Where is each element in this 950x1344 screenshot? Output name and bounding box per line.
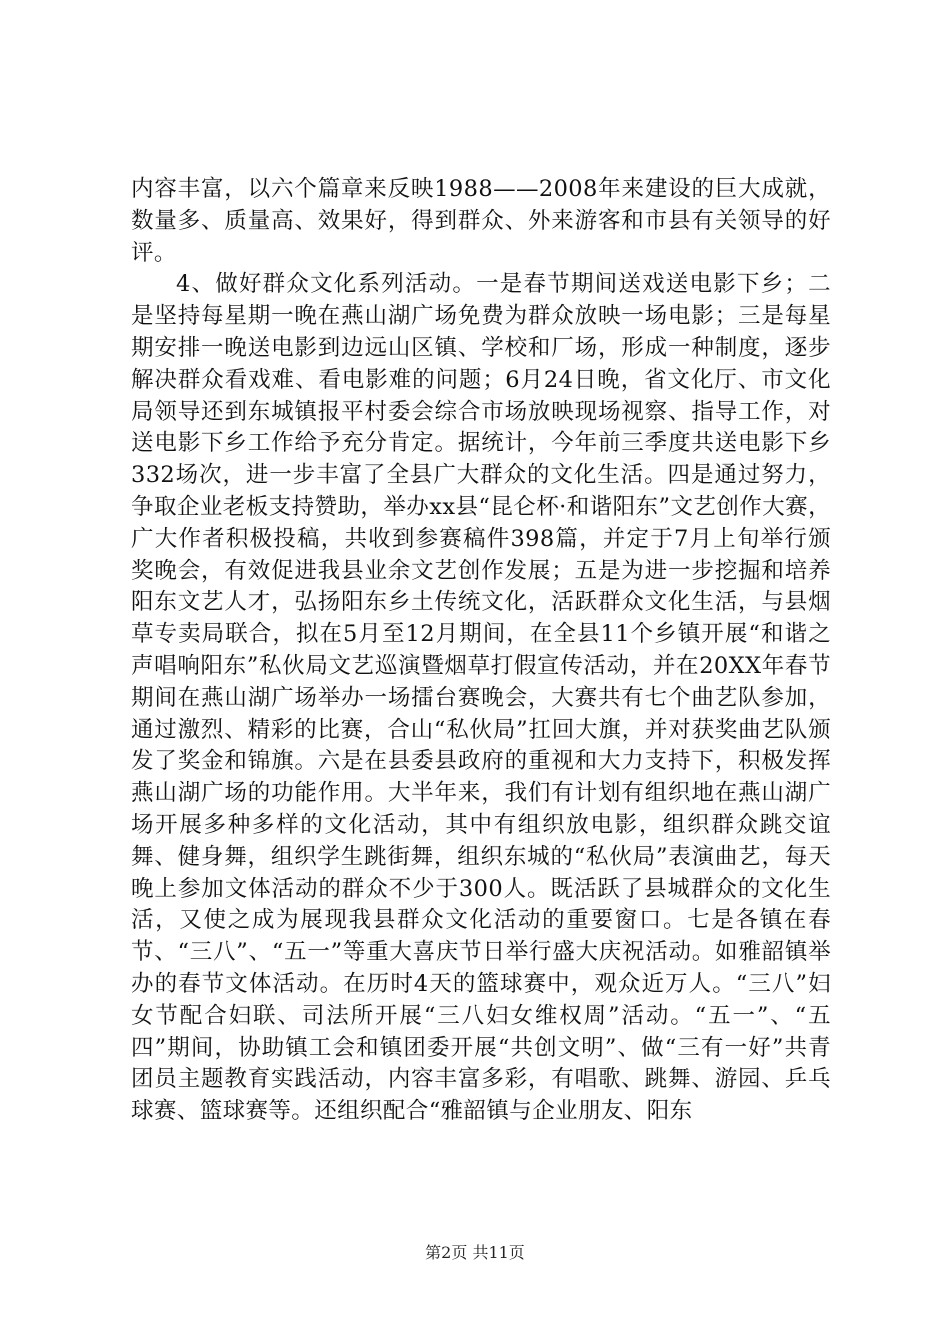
paragraph-mass-culture-activities: 4、做好群众文化系列活动。一是春节期间送戏送电影下乡；二是坚持每星期一晚在燕山湖广场免费为群众放映一场电影；三是每星期安排一晚送电影到边远山区镇、学校和厂场，形成一种制度，逐步解决群众看戏难、看电影难的问题；6月24日晚，省文化厅、市文化局领导还到东城镇报平村委会综合市场放映现场视察、指导工作，对送电影下乡工作给予充分肯定。据统计，今年前三季度共送电影下乡332场次，进一步丰富了全县广大群众的文化生活。四是通过努力，争取企业老板支持赞助，举办xx县“昆仑杯·和谐阳东”文艺创作大赛，广大作者积极投稿，共收到参赛稿件398篇，并定于7月上旬举行颁奖晚会，有效促进我县业余文艺创作发展；五是为进一步挖掘和培养阳东文艺人才，弘扬阳东乡土传统文化，活跃群众文化生活，与县烟草专卖局联合，拟在5月至12月期间，在全县11个乡镇开展“和谐之声唱响阳东”私伙局文艺巡演暨烟草打假宣传活动，并在20XX年春节期间在燕山湖广场举办一场擂台赛晚会，大赛共有七个曲艺队参加，通过激烈、精彩的比赛，合山“私伙局”扛回大旗，并对获奖曲艺队颁发了奖金和锦旗。六是在县委县政府的重视和大力支持下，积极发挥燕山湖广场的功能作用。大半年来，我们有计划有组织地在燕山湖广场开展多种多样的文化活动，其中有组织放电影，组织群众跳交谊舞、健身舞，组织学生跳街舞，组织东城的“私伙局”表演曲艺，每天晚上参加文体活动的群众不少于300人。既活跃了县城群众的文化生活，又使之成为展现我县群众文化活动的重要窗口。七是各镇在春节、“三八”、“五一”等重大喜庆节日举行盛大庆祝活动。如雅韶镇举办的春节文体活动。在历时4天的篮球赛中，观众近万人。“三八”妇女节配合妇联、司法所开展“三八妇女维权周”活动。“五一”、“五四”期间，协助镇工会和镇团委开展“共创文明”、做“三有一好”共青团员主题教育实践活动，内容丰富多彩，有唱歌、跳舞、游园、乒乓球赛、篮球赛等。还组织配合“雅韶镇与企业朋友、阳东 [131,271,831,1125]
page-footer: 第2页 共11页 [425,1243,525,1262]
paragraph-continuation: 内容丰富，以六个篇章来反映1988——2008年来建设的巨大成就，数量多、质量高、效果好，得到群众、外来游客和市县有关领导的好评。 [131,176,831,266]
document-body [131,174,831,1128]
